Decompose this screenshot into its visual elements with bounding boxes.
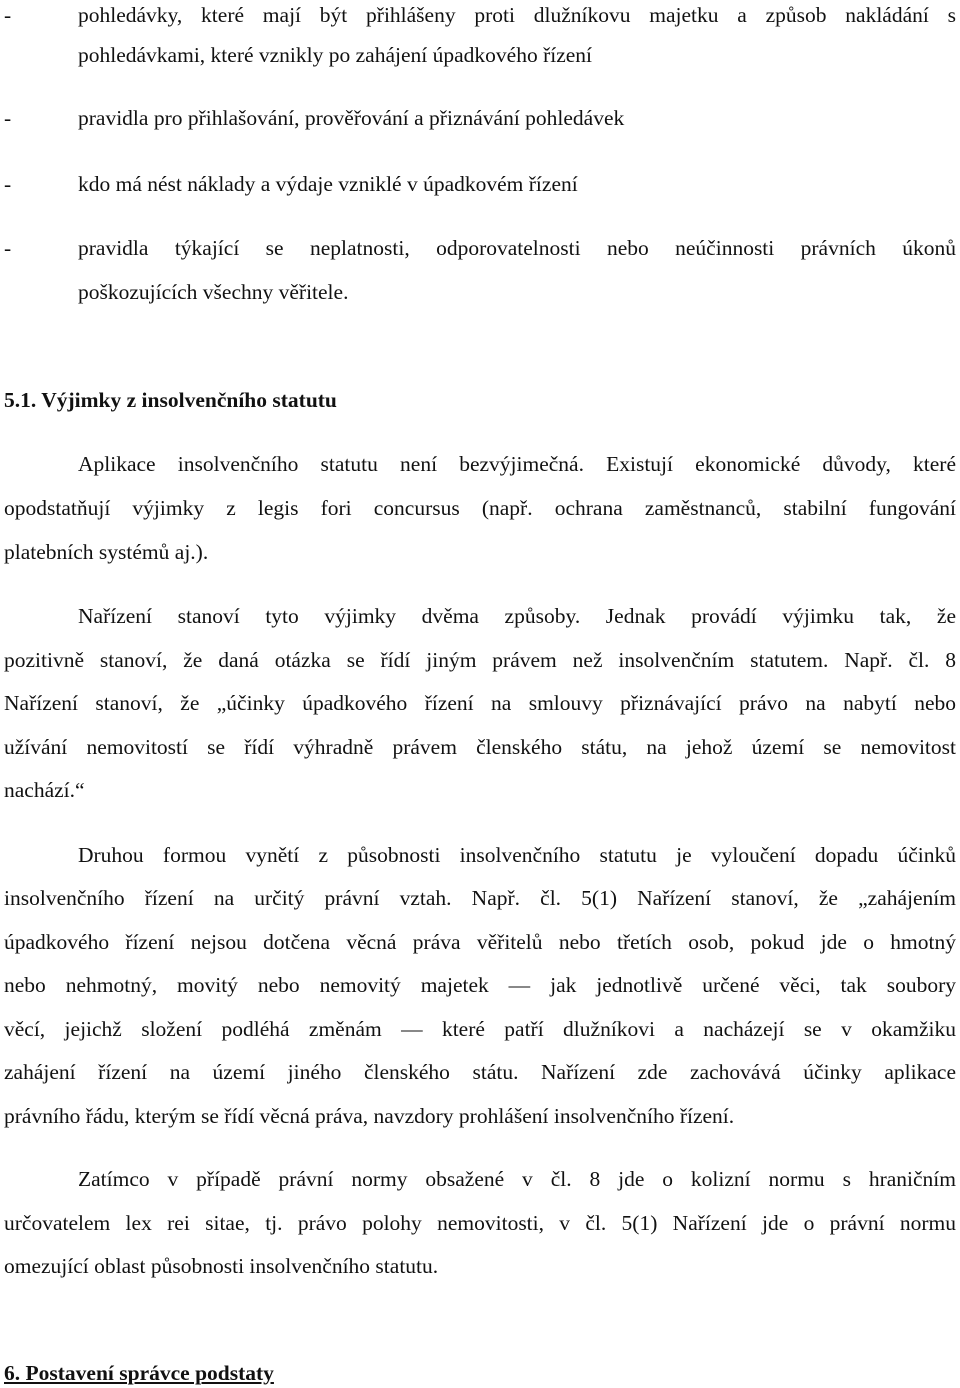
bullet-dash: - xyxy=(4,106,12,130)
bullet-dash: - xyxy=(4,3,12,27)
paragraph-line: užívání nemovitostí se řídí výhradně právem členského státu, na jehož území se nemovitost xyxy=(4,735,956,759)
bullet-dash: - xyxy=(4,236,12,260)
paragraph-line: opodstatňují výjimky z legis fori concursus (např. ochrana zaměstnanců, stabilní fungování xyxy=(4,496,956,520)
section-heading: 6. Postavení správce podstaty xyxy=(4,1361,274,1385)
paragraph-line: úpadkového řízení nejsou dotčena věcná práva věřitelů nebo třetích osob, pokud jde o hmotný xyxy=(4,930,956,954)
paragraph-line: Nařízení stanoví, že „účinky úpadkového řízení na smlouvy přiznávající právo na nabytí nebo xyxy=(4,691,956,715)
paragraph-line: určovatelem lex rei sitae, tj. právo polohy nemovitosti, v čl. 5(1) Nařízení jde o právní normu xyxy=(4,1211,956,1235)
paragraph-line: nebo nehmotný, movitý nebo nemovitý majetek — jak jednotlivě určené věci, tak soubory xyxy=(4,973,956,997)
paragraph-line: nachází.“ xyxy=(4,778,85,802)
bullet-line: pravidla pro přihlašování, prověřování a přiznávání pohledávek xyxy=(78,106,625,130)
bullet-line: pravidla týkající se neplatnosti, odporovatelnosti nebo neúčinnosti právních úkonů xyxy=(78,236,956,260)
paragraph-line: Zatímco v případě právní normy obsažené v čl. 8 jde o kolizní normu s hraničním xyxy=(78,1167,956,1191)
bullet-dash: - xyxy=(4,172,12,196)
paragraph-line: zahájení řízení na území jiného členského státu. Nařízení zde zachovává účinky aplikace xyxy=(4,1060,956,1084)
paragraph-line: pozitivně stanoví, že daná otázka se řídí jiným právem než insolvenčním statutem. Např. čl. 8 xyxy=(4,648,956,672)
section-heading: 5.1. Výjimky z insolvenčního statutu xyxy=(4,388,337,412)
bullet-line: poškozujících všechny věřitele. xyxy=(78,280,349,304)
paragraph-line: insolvenčního řízení na určitý právní vztah. Např. čl. 5(1) Nařízení stanoví, že „zahájením xyxy=(4,886,956,910)
paragraph-line: právního řádu, kterým se řídí věcná práva, navzdory prohlášení insolvenčního řízení. xyxy=(4,1104,735,1128)
paragraph-line: Druhou formou vynětí z působnosti insolvenčního statutu je vyloučení dopadu účinků xyxy=(78,843,956,867)
bullet-line: pohledávkami, které vznikly po zahájení úpadkového řízení xyxy=(78,43,593,67)
bullet-line: pohledávky, které mají být přihlášeny proti dlužníkovu majetku a způsob nakládání s xyxy=(78,3,956,27)
paragraph-line: Nařízení stanoví tyto výjimky dvěma způsoby. Jednak provádí výjimku tak, že xyxy=(78,604,956,628)
paragraph-line: věcí, jejichž složení podléhá změnám — které patří dlužníkovi a nacházejí se v okamžiku xyxy=(4,1017,956,1041)
paragraph-line: platebních systémů aj.). xyxy=(4,540,209,564)
bullet-line: kdo má nést náklady a výdaje vzniklé v úpadkovém řízení xyxy=(78,172,578,196)
paragraph-line: omezující oblast působnosti insolvenčního statutu. xyxy=(4,1254,439,1278)
paragraph-line: Aplikace insolvenčního statutu není bezvýjimečná. Existují ekonomické důvody, které xyxy=(78,452,956,476)
